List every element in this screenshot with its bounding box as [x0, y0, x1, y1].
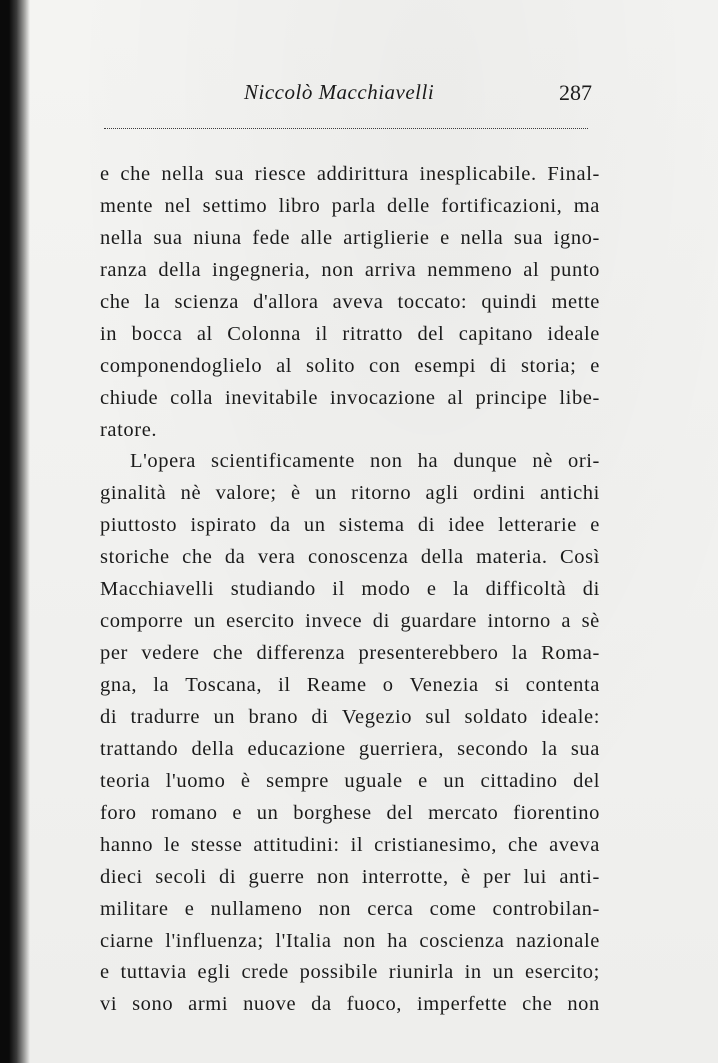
word: e	[100, 163, 110, 185]
word: che	[120, 163, 151, 185]
text-line	[100, 957, 600, 989]
text-line	[100, 319, 600, 351]
word: interrotte,	[361, 865, 449, 888]
word: l'uomo	[165, 769, 226, 792]
word: un	[303, 514, 326, 537]
word: hanno	[100, 833, 154, 856]
word: libro	[278, 194, 321, 217]
word: educazione	[247, 737, 346, 760]
word: toccato:	[397, 290, 468, 313]
word: principe	[475, 386, 548, 409]
word: dunque	[453, 450, 518, 473]
word: la	[144, 290, 161, 313]
word: quindi	[481, 290, 538, 313]
word: contenta	[525, 674, 600, 696]
word: di	[489, 354, 508, 377]
word: egli	[197, 961, 231, 984]
word: del	[573, 769, 600, 792]
text-line	[100, 159, 600, 191]
word: l'influenza;	[165, 929, 264, 952]
word: possibile	[299, 961, 378, 984]
text-line	[100, 766, 600, 798]
word: capitano	[458, 322, 533, 345]
word: nullameno	[210, 897, 303, 920]
word: cristianesimo,	[374, 833, 497, 856]
word: nè	[180, 482, 202, 505]
word: tradurre	[130, 705, 201, 728]
word: in	[464, 961, 482, 984]
word: esempi	[414, 354, 476, 377]
word: aveva	[332, 290, 384, 313]
word: ritorno	[351, 482, 412, 505]
word: riesce	[254, 163, 307, 185]
word: mente	[100, 194, 154, 217]
word: la	[541, 737, 558, 760]
word: parla	[331, 194, 376, 217]
word: Final-	[547, 163, 600, 185]
word: della	[191, 737, 235, 760]
word: alle	[300, 226, 333, 249]
word: addirittura	[316, 163, 409, 185]
word: crede	[241, 961, 289, 984]
word: ideale	[547, 322, 600, 345]
word: guardare	[400, 610, 477, 633]
word: d'allora	[253, 290, 319, 313]
word: lui	[523, 865, 547, 888]
word: cerca	[367, 897, 414, 920]
word: settimo	[202, 194, 268, 217]
word: scienza	[174, 290, 239, 313]
word: di	[219, 865, 237, 888]
word: Colonna	[227, 322, 301, 345]
word: uguale	[344, 769, 403, 792]
word: del	[386, 801, 414, 824]
word: sua	[153, 226, 183, 249]
word: Reame	[306, 674, 367, 696]
word: gna,	[100, 674, 138, 696]
page-number: 287	[559, 80, 592, 105]
word: delle	[387, 194, 430, 217]
word: ideale:	[541, 705, 600, 728]
word: e	[418, 769, 428, 792]
text-line	[100, 191, 600, 223]
word: un	[443, 769, 466, 792]
word: letterarie	[498, 514, 577, 537]
word: la	[511, 642, 528, 665]
page-binding-shadow	[0, 0, 30, 1063]
text-line	[100, 287, 600, 319]
word: niuna	[193, 226, 242, 249]
word: vi	[100, 993, 118, 1016]
word: mercato	[428, 801, 499, 824]
word: non	[370, 450, 403, 473]
word: nella	[460, 226, 504, 249]
word: non	[343, 929, 376, 952]
text-line	[100, 830, 600, 862]
word: nella	[100, 226, 143, 249]
text-line	[100, 446, 600, 478]
word: secoli	[155, 865, 207, 888]
word: fortificazioni,	[441, 194, 563, 217]
word: controbilan-	[492, 897, 600, 920]
word: non	[318, 897, 352, 920]
word: secondo	[457, 737, 529, 760]
word: inesplicabile.	[419, 163, 537, 185]
word: un	[256, 801, 279, 824]
word: sul	[425, 705, 452, 728]
word: sua	[513, 226, 544, 249]
word: è	[240, 769, 251, 792]
word: ritratto	[342, 322, 403, 345]
word: sua	[570, 737, 600, 760]
word: da	[224, 546, 246, 569]
word: esercito	[226, 610, 295, 633]
word: che	[522, 993, 553, 1016]
word: con	[369, 354, 401, 377]
word: il	[350, 833, 364, 856]
word: nuove	[243, 993, 297, 1016]
word: antichi	[539, 482, 600, 505]
word: fede	[252, 226, 291, 249]
text-line	[100, 351, 600, 383]
text-line	[100, 606, 600, 638]
word: al	[523, 258, 540, 281]
word: ranza	[100, 258, 148, 281]
word: sua	[214, 163, 245, 185]
word: nè	[532, 450, 553, 473]
text-line	[100, 542, 600, 574]
word: dieci	[100, 865, 143, 888]
text-line	[100, 574, 600, 606]
word: tuttavia	[120, 961, 187, 984]
running-head	[104, 80, 592, 112]
word: da	[270, 514, 291, 537]
text-line	[100, 734, 600, 766]
word: a	[561, 610, 572, 633]
text-line	[100, 638, 600, 670]
word: Vegezio	[341, 705, 413, 728]
word: presenterebbero	[358, 642, 499, 665]
word: l'Italia	[275, 929, 332, 952]
word: componendoglielo	[100, 354, 263, 377]
word: colla	[170, 386, 214, 409]
word: imperfette	[416, 993, 508, 1016]
word: ha	[417, 450, 439, 473]
word: ratore.	[100, 418, 158, 441]
word: e	[426, 578, 437, 601]
word: studiando	[230, 578, 316, 601]
word: sempre	[266, 769, 329, 792]
word: e	[440, 226, 450, 249]
word: non	[321, 258, 354, 281]
word: al	[447, 386, 464, 409]
word: riunirla	[388, 961, 454, 984]
word: cittadino	[480, 769, 558, 792]
word: e	[232, 801, 243, 824]
word: ingegneria,	[212, 258, 311, 281]
word: soldato	[464, 705, 528, 728]
word: scientificamente	[211, 450, 355, 473]
text-line	[100, 383, 600, 415]
word: si	[494, 674, 510, 696]
word: piuttosto	[100, 514, 178, 537]
word: storiche	[100, 546, 170, 569]
word: invocazione	[329, 386, 436, 409]
word: teoria	[100, 769, 151, 792]
word: nazionale	[516, 929, 600, 952]
word: e	[590, 354, 600, 377]
header-dotted-rule	[104, 128, 588, 129]
word: di	[582, 578, 600, 601]
word: ha	[387, 929, 408, 952]
word: libe-	[559, 386, 600, 409]
word: ori-	[567, 450, 600, 473]
word: sè	[581, 610, 600, 633]
word: come	[429, 897, 477, 920]
word: attitudini:	[253, 833, 340, 856]
word: le	[164, 833, 181, 856]
word: in	[100, 322, 118, 345]
word: difficoltà	[485, 578, 567, 601]
word: inevitabile	[224, 386, 319, 409]
word: punto	[550, 258, 600, 281]
word: igno-	[553, 226, 600, 249]
word: ma	[573, 194, 600, 217]
text-line	[100, 989, 600, 1021]
word: la	[453, 578, 470, 601]
word: guerre	[248, 865, 305, 888]
word: di	[100, 705, 118, 728]
text-line	[100, 702, 600, 734]
word: ciarne	[100, 929, 154, 952]
word: Roma-	[541, 642, 600, 665]
word: agli	[425, 482, 459, 505]
word: o	[382, 674, 394, 696]
word: sono	[132, 993, 174, 1016]
word: guerriera,	[358, 737, 444, 760]
text-line	[100, 223, 600, 255]
word: valore;	[215, 482, 277, 505]
word: della	[158, 258, 202, 281]
word: e	[590, 514, 600, 537]
word: è	[291, 482, 301, 505]
word: un	[213, 705, 236, 728]
word: esercito;	[525, 961, 600, 984]
word: solito	[305, 354, 356, 377]
word: vedere	[141, 642, 200, 665]
word: al	[276, 354, 293, 377]
text-line	[100, 670, 600, 702]
word: romano	[151, 801, 218, 824]
word: brano	[248, 705, 299, 728]
word: che	[100, 290, 131, 313]
text-line	[100, 255, 600, 287]
word: fiorentino	[513, 801, 600, 824]
word: arriva	[364, 258, 417, 281]
word: di	[372, 610, 390, 633]
text-line	[100, 894, 600, 926]
word: che	[507, 833, 539, 856]
word: coscienza	[419, 929, 505, 952]
word: ispirato	[190, 514, 257, 537]
word: idee	[448, 514, 485, 537]
word: Così	[559, 546, 600, 569]
word: che	[182, 546, 213, 569]
word: della	[420, 546, 464, 569]
word: chiude	[100, 386, 159, 409]
word: al	[196, 322, 213, 345]
word: da	[311, 993, 332, 1016]
text-line	[100, 926, 600, 958]
word: conoscenza	[307, 546, 409, 569]
text-line	[100, 510, 600, 542]
word: modo	[361, 578, 411, 601]
word: mette	[551, 290, 600, 313]
word: L'opera	[130, 450, 196, 473]
word: ginalità	[100, 482, 167, 505]
text-line	[100, 415, 600, 447]
word: aveva	[549, 833, 600, 856]
word: e	[100, 961, 110, 984]
word: un	[193, 610, 216, 633]
running-head-title: Niccolò Macchiavelli	[244, 80, 435, 104]
word: e	[184, 897, 195, 920]
text-line	[100, 798, 600, 830]
word: è	[461, 865, 471, 888]
word: per	[483, 865, 512, 888]
word: Toscana,	[185, 674, 263, 696]
word: non	[316, 865, 350, 888]
word: trattando	[100, 737, 179, 760]
word: vera	[257, 546, 296, 569]
word: borghese	[293, 801, 372, 824]
word: nemmeno	[427, 258, 513, 281]
word: nel	[164, 194, 192, 217]
word: del	[417, 322, 445, 345]
word: storia;	[520, 354, 577, 377]
word: artiglierie	[343, 226, 430, 249]
word: anti-	[559, 865, 600, 888]
word: un	[315, 482, 337, 505]
word: materia.	[476, 546, 548, 569]
word: Venezia	[409, 674, 479, 696]
word: foro	[100, 801, 137, 824]
word: Macchiavelli	[100, 578, 215, 601]
word: stesse	[190, 833, 243, 856]
word: invece	[305, 610, 363, 633]
word: il	[332, 578, 345, 601]
text-line	[100, 478, 600, 510]
word: che	[212, 642, 244, 665]
word: il	[278, 674, 291, 696]
word: la	[153, 674, 170, 696]
word: comporre	[100, 610, 184, 633]
word: bocca	[131, 322, 183, 345]
word: un	[492, 961, 515, 984]
word: armi	[188, 993, 229, 1016]
word: nella	[161, 163, 205, 185]
word: fuoco,	[346, 993, 403, 1016]
word: di	[311, 705, 329, 728]
body-text	[100, 159, 600, 1021]
word: il	[315, 322, 328, 345]
text-line	[100, 862, 600, 894]
word: per	[100, 642, 128, 665]
word: sistema	[338, 514, 405, 537]
word: intorno	[487, 610, 551, 633]
word: differenza	[256, 642, 346, 665]
word: di	[417, 514, 435, 537]
word: militare	[100, 897, 169, 920]
word: ordini	[473, 482, 526, 505]
word: non	[567, 993, 600, 1016]
